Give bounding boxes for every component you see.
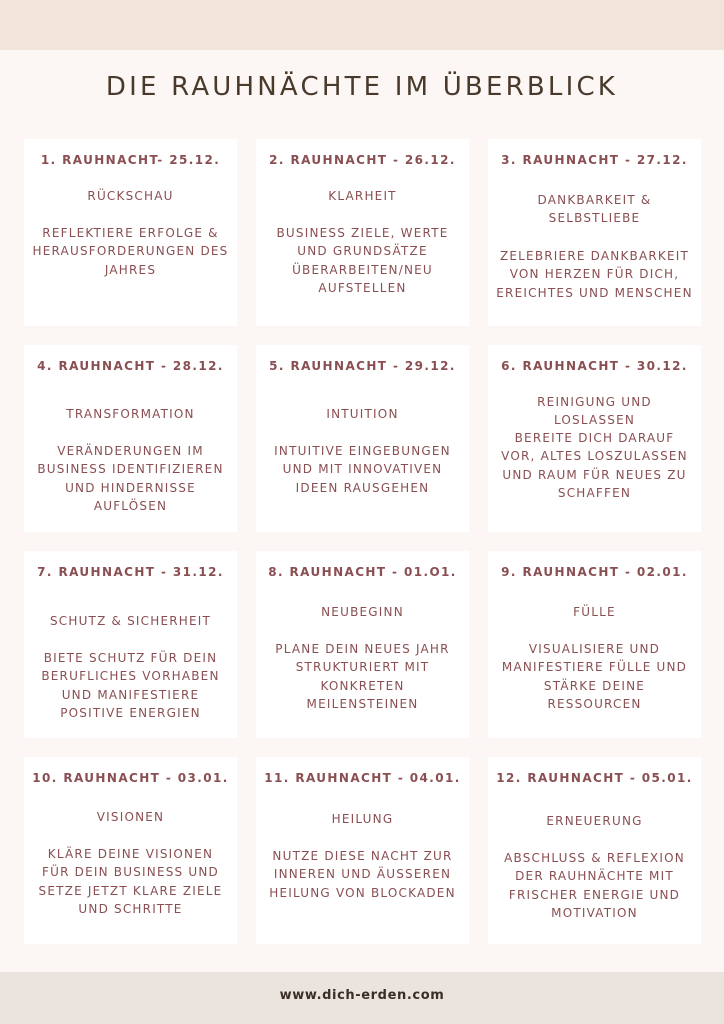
card-theme: HEILUNG: [331, 812, 394, 826]
card-theme: REINIGUNG UND LOSLASSEN: [537, 395, 652, 427]
card-theme: KLARHEIT: [328, 189, 397, 203]
footer-url: www.dich-erden.com: [279, 988, 445, 1003]
card-heading: 2. RAUHNACHT - 26.12.: [269, 153, 456, 167]
card-heading: 7. RAUHNACHT - 31.12.: [37, 565, 224, 579]
card-theme: ERNEUERUNG: [546, 814, 643, 828]
card-text: VISUALISIERE UND MANIFESTIERE FÜLLE UND STÄRKE DEINE RESSOURCEN: [501, 642, 688, 711]
card-heading: 4. RAUHNACHT - 28.12.: [37, 359, 224, 373]
card-rauhnacht-1: [24, 139, 237, 326]
card-text: VERÄNDERUNGEN IM BUSINESS IDENTIFIZIEREN UND HINDERNISSE AUFLÖSEN: [37, 444, 224, 513]
card-text: ABSCHLUSS & REFLEXION DER RAUHNÄCHTE MIT FRISCHER ENERGIE UND MOTIVATION: [504, 851, 685, 920]
card-heading: 12. RAUHNACHT - 05.01.: [496, 771, 693, 785]
card-text: BIETE SCHUTZ FÜR DEIN BERUFLICHES VORHABEN UND MANIFESTIERE POSITIVE ENERGIEN: [41, 651, 220, 720]
card-text: ZELEBRIERE DANKBARKEIT VON HERZEN FÜR DICH, EREICHTES UND MENSCHEN: [496, 249, 693, 300]
card-rauhnacht-2: [256, 139, 469, 326]
card-rauhnacht-6: [488, 345, 701, 532]
card-text: BUSINESS ZIELE, WERTE UND GRUNDSÄTZE ÜBERARBEITEN/NEU AUFSTELLEN: [276, 226, 449, 295]
card-heading: 1. RAUHNACHT- 25.12.: [40, 153, 221, 167]
card-text: REFLEKTIERE ERFOLGE & HERAUSFORDERUNGEN DES JAHRES: [32, 226, 229, 277]
card-rauhnacht-12: [488, 757, 701, 944]
top-band: [0, 0, 724, 50]
card-rauhnacht-9: [488, 551, 701, 738]
card-rauhnacht-5: [256, 345, 469, 532]
card-heading: 3. RAUHNACHT - 27.12.: [501, 153, 688, 167]
card-theme: INTUITION: [326, 407, 399, 421]
card-text: BEREITE DICH DARAUF VOR, ALTES LOSZULASSEN UND RAUM FÜR NEUES ZU SCHAFFEN: [501, 431, 688, 500]
card-text: KLÄRE DEINE VISIONEN FÜR DEIN BUSINESS UND SETZE JETZT KLARE ZIELE UND SCHRITTE: [38, 847, 223, 916]
card-rauhnacht-11: [256, 757, 469, 944]
page-title: DIE RAUHNÄCHTE IM ÜBERBLICK: [105, 72, 619, 102]
card-text: NUTZE DIESE NACHT ZUR INNEREN UND ÄUSSEREN HEILUNG VON BLOCKADEN: [269, 849, 456, 900]
card-theme: FÜLLE: [573, 605, 616, 619]
card-text: INTUITIVE EINGEBUNGEN UND MIT INNOVATIVEN IDEEN RAUSGEHEN: [274, 444, 451, 495]
card-theme: RÜCKSCHAU: [87, 189, 174, 203]
card-heading: 11. RAUHNACHT - 04.01.: [264, 771, 461, 785]
card-heading: 6. RAUHNACHT - 30.12.: [501, 359, 688, 373]
card-rauhnacht-8: [256, 551, 469, 738]
card-heading: 8. RAUHNACHT - 01.O1.: [268, 565, 457, 579]
card-heading: 5. RAUHNACHT - 29.12.: [269, 359, 456, 373]
card-rauhnacht-3: [488, 139, 701, 326]
card-heading: 9. RAUHNACHT - 02.01.: [501, 565, 688, 579]
card-theme: VISIONEN: [96, 810, 165, 824]
card-text: PLANE DEIN NEUES JAHR STRUKTURIERT MIT KONKRETEN MEILENSTEINEN: [275, 642, 450, 711]
card-rauhnacht-10: [24, 757, 237, 944]
card-theme: NEUBEGINN: [321, 605, 404, 619]
card-rauhnacht-4: [24, 345, 237, 532]
card-theme: DANKBARKEIT & SELBSTLIEBE: [537, 193, 652, 225]
card-rauhnacht-7: [24, 551, 237, 738]
card-theme: TRANSFORMATION: [66, 407, 195, 421]
card-heading: 10. RAUHNACHT - 03.01.: [32, 771, 229, 785]
card-theme: SCHUTZ & SICHERHEIT: [49, 614, 212, 628]
